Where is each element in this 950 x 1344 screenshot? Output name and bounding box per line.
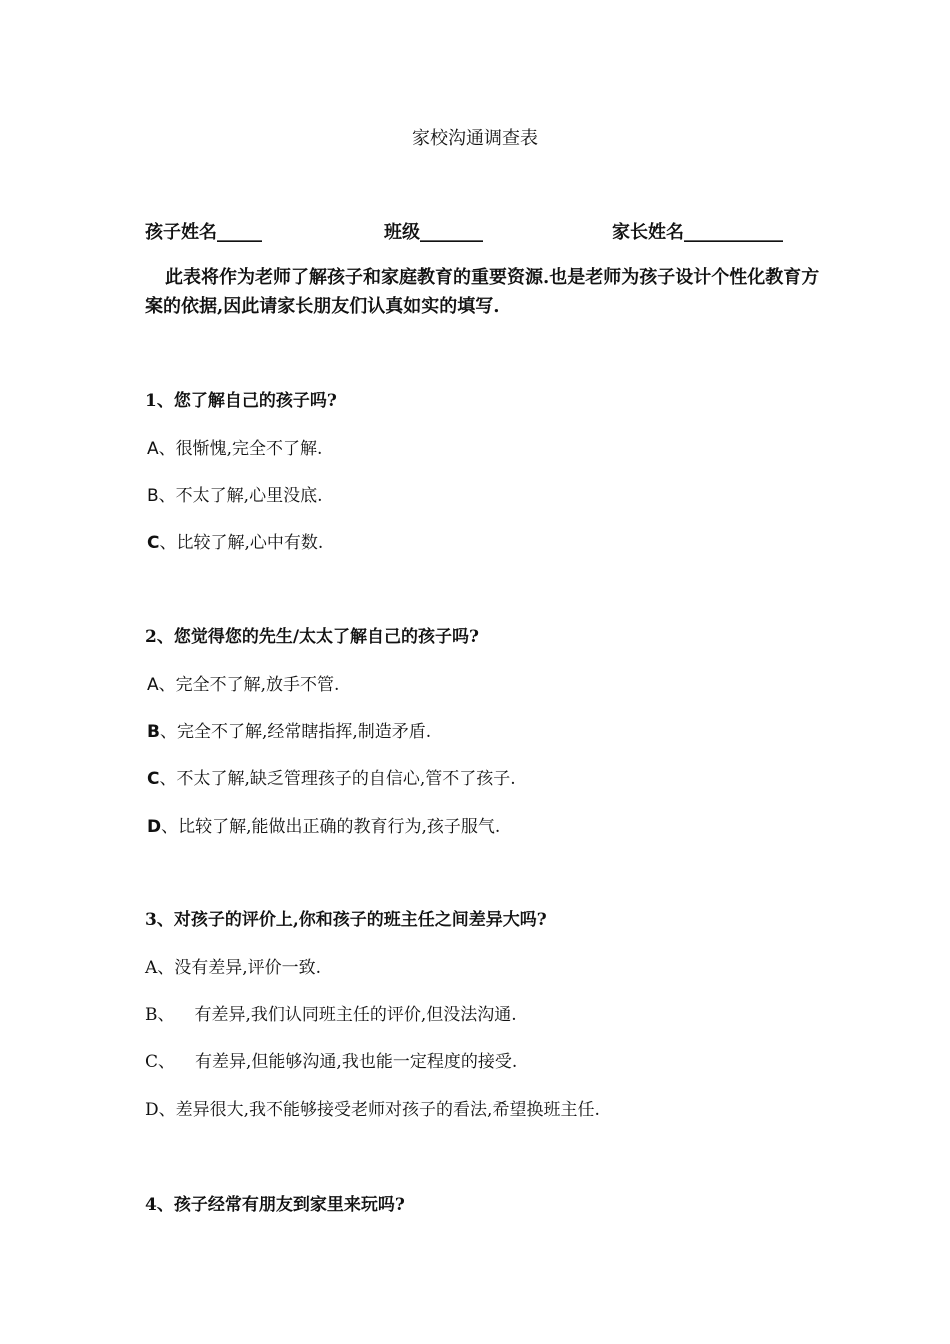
option-text: 差异很大,我不能够接受老师对孩子的看法,希望换班主任. xyxy=(175,1100,600,1120)
option-separator: 、 xyxy=(158,486,176,506)
option-letter: D xyxy=(145,1100,159,1120)
intro-text: 此表将作为老师了解孩子和家庭教育的重要资源.也是老师为孩子设计个性化教育方案的依据,因此请家长朋友们认真如实的填写. xyxy=(145,267,820,317)
option-letter: C xyxy=(147,769,160,789)
option-letter: D xyxy=(147,817,162,837)
option-letter: C xyxy=(145,1052,159,1072)
option-letter: B xyxy=(147,722,160,742)
option-text: 比较了解,心中有数. xyxy=(176,533,324,553)
option-separator: 、 xyxy=(158,1052,176,1072)
option-text: 有差异,但能够沟通,我也能一定程度的接受. xyxy=(195,1052,518,1072)
option-text: 不太了解,心里没底. xyxy=(175,486,323,506)
parent-name-field: 家长姓名___________ xyxy=(612,222,783,243)
page-title: 家校沟通调查表 xyxy=(412,128,538,149)
question-1: 1、您了解自己的孩子吗? xyxy=(145,391,337,411)
child-name-field: 孩子姓名_____ xyxy=(145,222,262,243)
question-3-option-c xyxy=(145,1047,517,1072)
option-separator: 、 xyxy=(159,533,177,553)
option-separator: 、 xyxy=(159,722,177,742)
class-field: 班级_______ xyxy=(384,222,483,243)
intro-paragraph xyxy=(145,263,825,321)
question-2-option-a xyxy=(147,670,339,695)
option-separator: 、 xyxy=(157,958,175,978)
option-letter: B xyxy=(145,1005,158,1025)
question-1-option-c xyxy=(147,528,323,553)
question-2-option-c xyxy=(147,764,516,789)
question-3-option-a xyxy=(145,953,321,978)
option-text: 有差异,我们认同班主任的评价,但没法沟通. xyxy=(194,1005,517,1025)
option-letter: C xyxy=(147,533,160,553)
option-text: 不太了解,缺乏管理孩子的自信心,管不了孩子. xyxy=(176,769,516,789)
question-1-option-b xyxy=(147,481,322,506)
question-4: 4、孩子经常有朋友到家里来玩吗? xyxy=(145,1195,405,1215)
question-2-option-d xyxy=(147,812,500,837)
question-3-option-b xyxy=(145,1000,517,1025)
option-separator: 、 xyxy=(161,817,179,837)
option-text: 比较了解,能做出正确的教育行为,孩子服气. xyxy=(178,817,501,837)
option-separator: 、 xyxy=(157,1005,175,1025)
question-2: 2、您觉得您的先生/太太了解自己的孩子吗? xyxy=(145,627,479,647)
option-letter: A xyxy=(147,439,159,459)
option-text: 完全不了解,放手不管. xyxy=(175,675,340,695)
option-separator: 、 xyxy=(159,769,177,789)
question-1-option-a xyxy=(147,434,322,459)
option-letter: A xyxy=(145,958,158,978)
option-letter: B xyxy=(147,486,159,506)
question-3-option-d xyxy=(145,1095,600,1120)
option-text: 完全不了解,经常瞎指挥,制造矛盾. xyxy=(176,722,432,742)
question-2-option-b xyxy=(147,717,431,742)
option-separator: 、 xyxy=(158,439,176,459)
option-letter: A xyxy=(147,675,159,695)
option-text: 没有差异,评价一致. xyxy=(174,958,322,978)
option-separator: 、 xyxy=(158,1100,176,1120)
option-text: 很惭愧,完全不了解. xyxy=(175,439,323,459)
option-separator: 、 xyxy=(158,675,176,695)
question-3: 3、对孩子的评价上,你和孩子的班主任之间差异大吗? xyxy=(145,910,547,930)
